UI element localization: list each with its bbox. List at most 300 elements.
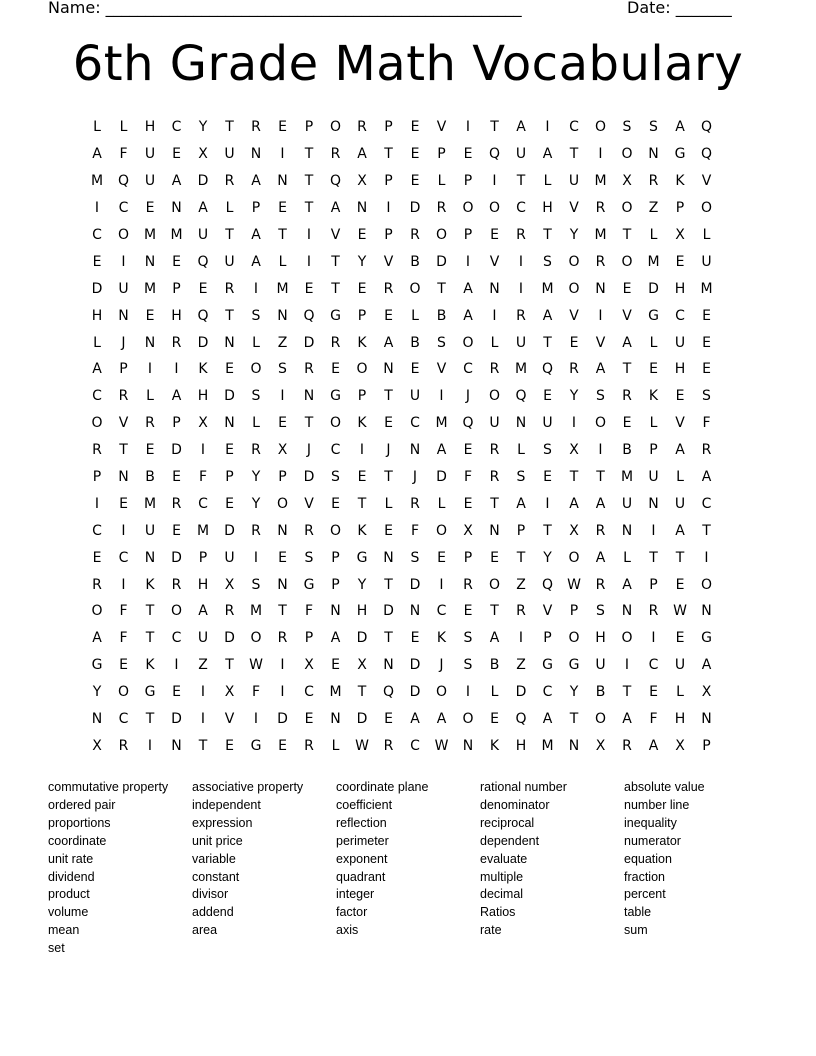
grid-cell[interactable]: N — [621, 522, 633, 539]
grid-cell[interactable]: I — [306, 227, 312, 243]
grid-cell[interactable]: K — [489, 737, 500, 754]
grid-cell[interactable]: S — [437, 334, 447, 351]
grid-cell[interactable]: R — [224, 173, 235, 190]
grid-cell[interactable]: J — [306, 442, 312, 459]
grid-cell[interactable]: P — [437, 146, 447, 163]
grid-cell[interactable]: A — [410, 711, 421, 728]
grid-cell[interactable]: R — [304, 361, 315, 378]
grid-cell[interactable]: V — [569, 200, 580, 217]
grid-cell[interactable]: H — [356, 603, 368, 620]
grid-cell[interactable]: E — [225, 442, 235, 459]
grid-cell[interactable]: E — [384, 415, 394, 432]
grid-cell[interactable]: R — [595, 200, 606, 217]
grid-cell[interactable]: R — [171, 576, 182, 593]
grid-cell[interactable]: T — [622, 227, 632, 243]
grid-cell[interactable]: T — [357, 684, 367, 701]
grid-cell[interactable]: D — [436, 469, 448, 486]
grid-cell[interactable]: V — [701, 173, 712, 190]
grid-cell[interactable]: T — [225, 657, 235, 674]
grid-cell[interactable]: S — [543, 253, 553, 270]
grid-cell[interactable]: E — [384, 522, 394, 539]
grid-cell[interactable]: T — [649, 549, 659, 566]
grid-cell[interactable]: O — [276, 495, 289, 512]
grid-cell[interactable]: E — [543, 388, 553, 405]
grid-cell[interactable]: U — [197, 227, 209, 243]
grid-cell[interactable]: I — [174, 657, 180, 674]
grid-cell[interactable]: C — [92, 388, 103, 405]
grid-cell[interactable]: Q — [488, 146, 501, 163]
grid-cell[interactable]: E — [331, 657, 341, 674]
grid-cell[interactable]: Y — [92, 684, 102, 701]
grid-cell[interactable]: P — [384, 227, 394, 243]
grid-cell[interactable]: T — [331, 253, 341, 270]
grid-cell[interactable]: A — [701, 657, 712, 674]
grid-cell[interactable]: E — [172, 684, 182, 701]
grid-cell[interactable]: F — [463, 469, 473, 486]
grid-cell[interactable]: V — [595, 334, 606, 351]
grid-cell[interactable]: W — [355, 737, 370, 754]
grid-cell[interactable]: P — [304, 630, 314, 647]
grid-cell[interactable]: T — [198, 737, 208, 754]
grid-cell[interactable]: L — [252, 415, 261, 432]
grid-cell[interactable]: Z — [277, 334, 288, 351]
grid-cell[interactable]: E — [198, 280, 208, 297]
grid-cell[interactable]: I — [253, 280, 259, 297]
grid-cell[interactable]: R — [410, 227, 421, 243]
grid-cell[interactable]: N — [515, 415, 527, 432]
grid-cell[interactable]: E — [119, 495, 129, 512]
grid-cell[interactable]: E — [172, 146, 182, 163]
grid-cell[interactable]: L — [490, 334, 499, 351]
grid-cell[interactable]: M — [143, 280, 157, 297]
grid-cell[interactable]: A — [701, 469, 712, 486]
grid-cell[interactable]: P — [357, 307, 367, 324]
grid-cell[interactable]: T — [145, 603, 155, 620]
grid-cell[interactable]: E — [410, 361, 420, 378]
grid-cell[interactable]: N — [224, 334, 236, 351]
grid-cell[interactable]: J — [439, 657, 445, 674]
grid-cell[interactable]: M — [90, 173, 104, 190]
grid-cell[interactable]: R — [648, 173, 659, 190]
grid-cell[interactable]: E — [490, 227, 500, 243]
grid-cell[interactable]: L — [649, 334, 658, 351]
grid-cell[interactable]: V — [622, 307, 633, 324]
grid-cell[interactable]: U — [144, 173, 156, 190]
grid-cell[interactable]: X — [622, 173, 633, 190]
date-field[interactable]: Date: _______ — [627, 0, 732, 17]
grid-cell[interactable]: P — [384, 173, 394, 190]
grid-cell[interactable]: T — [490, 495, 500, 512]
grid-cell[interactable]: I — [439, 576, 445, 593]
grid-cell[interactable]: V — [224, 711, 235, 728]
grid-cell[interactable]: S — [596, 603, 606, 620]
grid-cell[interactable]: S — [251, 576, 261, 593]
grid-cell[interactable]: T — [596, 469, 606, 486]
grid-cell[interactable]: P — [278, 469, 288, 486]
grid-cell[interactable]: L — [649, 227, 658, 243]
grid-cell[interactable]: T — [225, 307, 235, 324]
grid-cell[interactable]: M — [435, 415, 449, 432]
grid-cell[interactable]: I — [704, 549, 710, 566]
grid-cell[interactable]: C — [92, 522, 103, 539]
grid-cell[interactable]: J — [386, 442, 392, 459]
grid-cell[interactable]: R — [277, 630, 288, 647]
grid-cell[interactable]: S — [304, 549, 314, 566]
grid-cell[interactable]: R — [251, 442, 262, 459]
grid-cell[interactable]: Y — [569, 388, 579, 405]
grid-cell[interactable]: N — [648, 495, 660, 512]
grid-cell[interactable]: E — [384, 711, 394, 728]
grid-cell[interactable]: P — [463, 227, 473, 243]
grid-cell[interactable]: O — [568, 253, 581, 270]
grid-cell[interactable]: N — [489, 280, 501, 297]
grid-cell[interactable]: H — [674, 361, 686, 378]
grid-cell[interactable]: P — [357, 388, 367, 405]
grid-cell[interactable]: E — [649, 684, 659, 701]
grid-cell[interactable]: T — [569, 146, 579, 163]
grid-cell[interactable]: C — [171, 119, 182, 136]
grid-cell[interactable]: O — [329, 119, 342, 136]
grid-cell[interactable]: E — [410, 173, 420, 190]
grid-cell[interactable]: N — [277, 307, 289, 324]
grid-cell[interactable]: E — [172, 522, 182, 539]
grid-cell[interactable]: A — [622, 711, 633, 728]
grid-cell[interactable]: X — [569, 522, 580, 539]
grid-cell[interactable]: T — [225, 227, 235, 243]
grid-cell[interactable]: R — [463, 576, 474, 593]
grid-cell[interactable]: R — [171, 495, 182, 512]
grid-cell[interactable]: E — [622, 415, 632, 432]
grid-cell[interactable]: O — [117, 684, 130, 701]
grid-cell[interactable]: D — [648, 280, 660, 297]
grid-cell[interactable]: D — [197, 173, 209, 190]
grid-cell[interactable]: N — [330, 603, 342, 620]
grid-cell[interactable]: O — [488, 388, 501, 405]
grid-cell[interactable]: C — [198, 495, 209, 512]
grid-cell[interactable]: O — [568, 549, 581, 566]
grid-cell[interactable]: P — [331, 549, 341, 566]
grid-cell[interactable]: Z — [516, 657, 527, 674]
grid-cell[interactable]: T — [543, 522, 553, 539]
grid-cell[interactable]: T — [331, 280, 341, 297]
grid-cell[interactable]: R — [622, 388, 633, 405]
grid-cell[interactable]: T — [278, 227, 288, 243]
grid-cell[interactable]: V — [436, 119, 447, 136]
grid-cell[interactable]: E — [357, 469, 367, 486]
grid-cell[interactable]: Q — [515, 388, 528, 405]
grid-cell[interactable]: N — [489, 522, 501, 539]
grid-cell[interactable]: G — [303, 576, 315, 593]
grid-cell[interactable]: E — [145, 442, 155, 459]
grid-cell[interactable]: O — [488, 576, 501, 593]
grid-cell[interactable]: O — [568, 280, 581, 297]
grid-cell[interactable]: U — [701, 253, 713, 270]
grid-cell[interactable]: C — [118, 711, 129, 728]
grid-cell[interactable]: A — [463, 307, 474, 324]
grid-cell[interactable]: L — [93, 334, 102, 351]
grid-cell[interactable]: U — [118, 280, 130, 297]
grid-cell[interactable]: S — [543, 442, 553, 459]
grid-cell[interactable]: N — [383, 657, 395, 674]
grid-cell[interactable]: L — [225, 200, 234, 217]
grid-cell[interactable]: T — [119, 442, 129, 459]
grid-cell[interactable]: G — [701, 630, 713, 647]
grid-cell[interactable]: I — [121, 253, 127, 270]
grid-cell[interactable]: R — [118, 737, 129, 754]
grid-cell[interactable]: S — [596, 388, 606, 405]
grid-cell[interactable]: E — [622, 280, 632, 297]
grid-cell[interactable]: T — [702, 522, 712, 539]
grid-cell[interactable]: N — [701, 603, 713, 620]
grid-cell[interactable]: D — [356, 630, 368, 647]
name-field[interactable]: Name: ____________________________________________________ — [48, 0, 522, 17]
grid-cell[interactable]: Y — [357, 576, 367, 593]
grid-cell[interactable]: N — [224, 415, 236, 432]
grid-cell[interactable]: E — [702, 361, 712, 378]
grid-cell[interactable]: C — [410, 737, 421, 754]
grid-cell[interactable]: P — [463, 173, 473, 190]
grid-cell[interactable]: U — [224, 549, 236, 566]
grid-cell[interactable]: H — [674, 711, 686, 728]
grid-cell[interactable]: T — [622, 684, 632, 701]
grid-cell[interactable]: L — [676, 469, 685, 486]
grid-cell[interactable]: T — [145, 630, 155, 647]
grid-cell[interactable]: X — [463, 522, 474, 539]
grid-cell[interactable]: N — [383, 361, 395, 378]
grid-cell[interactable]: I — [200, 442, 206, 459]
grid-cell[interactable]: A — [516, 119, 527, 136]
grid-cell[interactable]: Q — [303, 307, 316, 324]
grid-cell[interactable]: C — [410, 415, 421, 432]
grid-cell[interactable]: M — [143, 227, 157, 243]
grid-cell[interactable]: D — [171, 711, 183, 728]
grid-cell[interactable]: H — [91, 307, 103, 324]
grid-cell[interactable]: Y — [543, 549, 553, 566]
grid-cell[interactable]: K — [357, 522, 368, 539]
grid-cell[interactable]: S — [649, 119, 659, 136]
grid-cell[interactable]: N — [648, 146, 660, 163]
grid-cell[interactable]: L — [278, 253, 287, 270]
grid-cell[interactable]: T — [304, 173, 314, 190]
grid-cell[interactable]: T — [145, 711, 155, 728]
grid-cell[interactable]: P — [92, 469, 102, 486]
grid-cell[interactable]: O — [621, 146, 634, 163]
grid-cell[interactable]: B — [436, 307, 447, 324]
grid-cell[interactable]: O — [435, 227, 448, 243]
grid-cell[interactable]: R — [330, 334, 341, 351]
grid-cell[interactable]: G — [330, 388, 342, 405]
grid-cell[interactable]: Y — [569, 227, 579, 243]
grid-cell[interactable]: X — [224, 576, 235, 593]
grid-cell[interactable]: T — [357, 495, 367, 512]
grid-cell[interactable]: A — [622, 576, 633, 593]
grid-cell[interactable]: A — [357, 146, 368, 163]
grid-cell[interactable]: D — [224, 630, 236, 647]
grid-cell[interactable]: Q — [541, 576, 554, 593]
grid-cell[interactable]: A — [622, 334, 633, 351]
grid-cell[interactable]: T — [384, 469, 394, 486]
grid-cell[interactable]: J — [121, 334, 127, 351]
grid-cell[interactable]: E — [225, 737, 235, 754]
grid-cell[interactable]: Q — [541, 361, 554, 378]
grid-cell[interactable]: O — [250, 361, 263, 378]
grid-cell[interactable]: O — [250, 630, 263, 647]
grid-cell[interactable]: S — [251, 307, 261, 324]
grid-cell[interactable]: E — [702, 307, 712, 324]
grid-cell[interactable]: B — [145, 469, 156, 486]
grid-cell[interactable]: Q — [515, 711, 528, 728]
grid-cell[interactable]: D — [409, 657, 421, 674]
grid-cell[interactable]: C — [304, 684, 315, 701]
grid-cell[interactable]: T — [543, 334, 553, 351]
grid-cell[interactable]: Y — [251, 469, 261, 486]
grid-cell[interactable]: N — [171, 200, 183, 217]
grid-cell[interactable]: Y — [357, 253, 367, 270]
grid-cell[interactable]: C — [569, 119, 580, 136]
grid-cell[interactable]: H — [197, 388, 209, 405]
grid-cell[interactable]: J — [465, 388, 471, 405]
grid-cell[interactable]: M — [620, 469, 634, 486]
grid-cell[interactable]: J — [412, 469, 418, 486]
grid-cell[interactable]: E — [410, 630, 420, 647]
grid-cell[interactable]: A — [595, 495, 606, 512]
grid-cell[interactable]: P — [702, 737, 712, 754]
grid-cell[interactable]: C — [118, 200, 129, 217]
grid-cell[interactable]: O — [700, 576, 713, 593]
grid-cell[interactable]: U — [144, 522, 156, 539]
grid-cell[interactable]: Q — [329, 173, 342, 190]
grid-cell[interactable]: K — [675, 173, 686, 190]
grid-cell[interactable]: R — [595, 576, 606, 593]
grid-cell[interactable]: K — [436, 630, 447, 647]
grid-cell[interactable]: N — [171, 737, 183, 754]
grid-cell[interactable]: R — [383, 737, 394, 754]
grid-cell[interactable]: A — [436, 442, 447, 459]
grid-cell[interactable]: E — [357, 227, 367, 243]
grid-cell[interactable]: R — [383, 280, 394, 297]
grid-cell[interactable]: E — [410, 119, 420, 136]
grid-cell[interactable]: R — [304, 737, 315, 754]
grid-cell[interactable]: R — [489, 442, 500, 459]
grid-cell[interactable]: L — [517, 442, 526, 459]
grid-cell[interactable]: H — [542, 200, 554, 217]
grid-cell[interactable]: W — [434, 737, 449, 754]
grid-cell[interactable]: X — [595, 737, 606, 754]
grid-cell[interactable]: U — [224, 146, 236, 163]
grid-cell[interactable]: D — [171, 442, 183, 459]
grid-cell[interactable]: N — [621, 603, 633, 620]
grid-cell[interactable]: S — [516, 469, 526, 486]
grid-cell[interactable]: U — [515, 334, 527, 351]
grid-cell[interactable]: I — [545, 495, 551, 512]
grid-cell[interactable]: U — [674, 657, 686, 674]
grid-cell[interactable]: A — [198, 200, 209, 217]
grid-cell[interactable]: C — [92, 227, 103, 243]
grid-cell[interactable]: O — [91, 603, 104, 620]
grid-cell[interactable]: I — [545, 119, 551, 136]
grid-cell[interactable]: D — [224, 388, 236, 405]
grid-cell[interactable]: T — [278, 603, 288, 620]
grid-cell[interactable]: V — [436, 361, 447, 378]
grid-cell[interactable]: G — [330, 307, 342, 324]
grid-cell[interactable]: D — [409, 684, 421, 701]
grid-cell[interactable]: T — [516, 549, 526, 566]
grid-cell[interactable]: T — [516, 173, 526, 190]
grid-cell[interactable]: E — [543, 469, 553, 486]
grid-cell[interactable]: O — [329, 415, 342, 432]
grid-cell[interactable]: E — [357, 280, 367, 297]
grid-cell[interactable]: M — [594, 173, 608, 190]
grid-cell[interactable]: E — [463, 442, 473, 459]
grid-cell[interactable]: I — [359, 442, 365, 459]
grid-cell[interactable]: L — [93, 119, 102, 136]
grid-cell[interactable]: A — [542, 711, 553, 728]
grid-cell[interactable]: Z — [198, 657, 209, 674]
grid-cell[interactable]: A — [171, 388, 182, 405]
grid-cell[interactable]: E — [569, 334, 579, 351]
grid-cell[interactable]: L — [437, 495, 446, 512]
grid-cell[interactable]: M — [541, 737, 555, 754]
grid-cell[interactable]: R — [410, 495, 421, 512]
grid-cell[interactable]: A — [463, 280, 474, 297]
grid-cell[interactable]: M — [541, 280, 555, 297]
grid-cell[interactable]: E — [278, 549, 288, 566]
grid-cell[interactable]: X — [675, 227, 686, 243]
grid-cell[interactable]: A — [516, 495, 527, 512]
grid-cell[interactable]: Q — [700, 146, 713, 163]
grid-cell[interactable]: U — [648, 469, 660, 486]
grid-cell[interactable]: B — [489, 657, 500, 674]
grid-cell[interactable]: O — [621, 253, 634, 270]
grid-cell[interactable]: O — [329, 522, 342, 539]
grid-cell[interactable]: R — [648, 603, 659, 620]
grid-cell[interactable]: X — [357, 657, 368, 674]
grid-cell[interactable]: I — [439, 388, 445, 405]
grid-cell[interactable]: R — [251, 522, 262, 539]
grid-cell[interactable]: W — [567, 576, 582, 593]
grid-cell[interactable]: T — [437, 280, 447, 297]
grid-cell[interactable]: T — [304, 415, 314, 432]
grid-cell[interactable]: N — [568, 737, 580, 754]
grid-cell[interactable]: T — [543, 227, 553, 243]
grid-cell[interactable]: C — [436, 603, 447, 620]
grid-cell[interactable]: D — [303, 469, 315, 486]
grid-cell[interactable]: E — [278, 415, 288, 432]
grid-cell[interactable]: I — [465, 253, 471, 270]
grid-cell[interactable]: R — [516, 227, 527, 243]
grid-cell[interactable]: R — [489, 469, 500, 486]
grid-cell[interactable]: M — [647, 253, 661, 270]
grid-cell[interactable]: R — [436, 200, 447, 217]
grid-cell[interactable]: L — [649, 415, 658, 432]
grid-cell[interactable]: U — [595, 657, 607, 674]
grid-cell[interactable]: N — [118, 307, 130, 324]
grid-cell[interactable]: I — [598, 442, 604, 459]
grid-cell[interactable]: E — [172, 469, 182, 486]
grid-cell[interactable]: E — [702, 334, 712, 351]
grid-cell[interactable]: G — [674, 146, 686, 163]
grid-cell[interactable]: E — [331, 495, 341, 512]
grid-cell[interactable]: R — [595, 522, 606, 539]
grid-cell[interactable]: P — [251, 200, 261, 217]
grid-cell[interactable]: N — [144, 549, 156, 566]
grid-cell[interactable]: R — [251, 119, 262, 136]
grid-cell[interactable]: U — [542, 415, 554, 432]
grid-cell[interactable]: Z — [648, 200, 659, 217]
grid-cell[interactable]: E — [278, 200, 288, 217]
grid-cell[interactable]: D — [515, 684, 527, 701]
grid-cell[interactable]: E — [278, 119, 288, 136]
